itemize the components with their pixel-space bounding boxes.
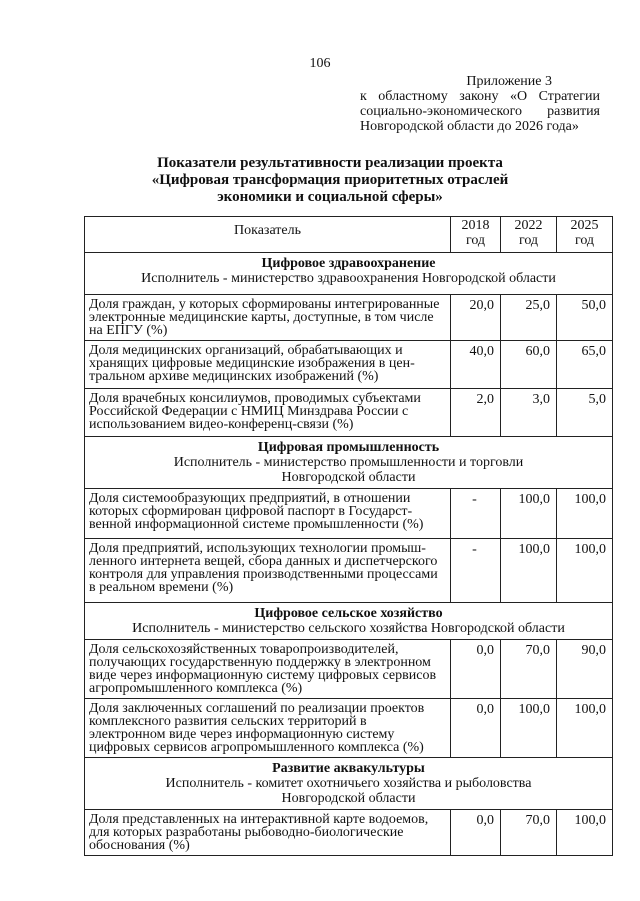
table-row xyxy=(85,640,613,699)
appendix-line-3: Новгородской области до 2026 года» xyxy=(360,119,579,134)
document-title-line-1: Показатели результативности реализации проекта xyxy=(157,155,503,171)
section-row xyxy=(85,253,613,295)
value-2025-cell: 100,0 xyxy=(557,810,613,856)
value-2025-cell: 100,0 xyxy=(557,539,613,603)
indicator-cell: Доля представленных на интерактивной карте водоемов, для которых разработаны рыбоводно-биологические обоснования (%) xyxy=(85,810,451,856)
value-2018-cell: - xyxy=(451,489,501,539)
appendix-line-1: к областному закону «О Стратегии xyxy=(360,89,600,104)
section-executor: Исполнитель - министерство здравоохранения Новгородской области xyxy=(141,271,556,286)
value-2018-cell: 20,0 xyxy=(451,295,501,341)
table-row xyxy=(85,539,613,603)
table-row xyxy=(85,699,613,758)
value-2025-cell: 90,0 xyxy=(557,640,613,699)
table-row xyxy=(85,389,613,437)
table-row xyxy=(85,341,613,389)
section-title: Цифровое сельское хозяйство xyxy=(254,606,443,621)
section-title: Развитие аквакультуры xyxy=(272,761,425,776)
value-2022-cell: 100,0 xyxy=(501,489,557,539)
section-row xyxy=(85,437,613,489)
header-2025: 2025 год xyxy=(557,217,613,253)
indicator-cell: Доля сельскохозяйственных товаропроизводителей, получающих государственную поддержку в электронном виде через информационную систему цифровых сервисов агропромышленного комплекса (%) xyxy=(85,640,451,699)
value-2025-cell: 5,0 xyxy=(557,389,613,437)
section-header xyxy=(85,253,613,295)
value-2018-cell: 0,0 xyxy=(451,640,501,699)
value-2022-cell: 3,0 xyxy=(501,389,557,437)
section-row xyxy=(85,603,613,640)
value-2018-cell: 40,0 xyxy=(451,341,501,389)
value-2025-cell: 100,0 xyxy=(557,489,613,539)
document-title-line-2: «Цифровая трансформация приоритетных отраслей xyxy=(151,172,509,188)
value-2018-cell: - xyxy=(451,539,501,603)
value-2018-cell: 2,0 xyxy=(451,389,501,437)
table-row xyxy=(85,810,613,856)
indicator-cell: Доля предприятий, использующих технологии промышленного интернета вещей, сбора данных и диспетчерского контроля для управления производственными процессами в реальном времени (%) xyxy=(85,539,451,603)
value-2022-cell: 100,0 xyxy=(501,699,557,758)
value-2022-cell: 60,0 xyxy=(501,341,557,389)
header-2022: 2022 год xyxy=(501,217,557,253)
value-2018-cell: 0,0 xyxy=(451,699,501,758)
section-title: Цифровая промышленность xyxy=(257,440,440,455)
indicator-cell: Доля заключенных соглашений по реализации проектов комплексного развития сельских территорий в электронном виде через информационную систему цифровых сервисов агропромышленного комплекса (%) xyxy=(85,699,451,758)
value-2022-cell: 25,0 xyxy=(501,295,557,341)
section-row xyxy=(85,758,613,810)
page-number: 106 xyxy=(309,56,331,71)
value-2018-cell: 0,0 xyxy=(451,810,501,856)
value-2025-cell: 65,0 xyxy=(557,341,613,389)
indicator-cell: Доля медицинских организаций, обрабатывающих и хранящих цифровые медицинские изображения в центральном архиве медицинских изображений (%) xyxy=(85,341,451,389)
value-2022-cell: 100,0 xyxy=(501,539,557,603)
indicator-cell: Доля граждан, у которых сформированы интегрированные электронные медицинские карты, доступные, в том числе на ЕПГУ (%) xyxy=(85,295,451,341)
section-executor: Исполнитель - министерство сельского хозяйства Новгородской области xyxy=(132,621,565,636)
table-body xyxy=(85,253,613,856)
value-2022-cell: 70,0 xyxy=(501,810,557,856)
appendix-block xyxy=(360,74,600,134)
appendix-title: Приложение 3 xyxy=(466,74,552,89)
header-indicator: Показатель xyxy=(85,217,451,253)
value-2022-cell: 70,0 xyxy=(501,640,557,699)
header-2018: 2018 год xyxy=(451,217,501,253)
table-row xyxy=(85,295,613,341)
value-2025-cell: 100,0 xyxy=(557,699,613,758)
indicator-cell: Доля системообразующих предприятий, в отношении которых сформирован цифровой паспорт в Государственной информационной системе промышленности (%) xyxy=(85,489,451,539)
section-executor: Исполнитель - комитет охотничьего хозяйства и рыболовства Новгородской области xyxy=(165,776,532,806)
appendix-line-2: социально-экономического развития xyxy=(360,104,600,119)
indicator-cell: Доля врачебных консилиумов, проводимых субъектами Российской Федерации с НМИЦ Минздрава России с использованием видео-конференц-связи (%) xyxy=(85,389,451,437)
section-title: Цифровое здравоохранение xyxy=(261,256,436,271)
document-title xyxy=(80,155,580,206)
section-executor: Исполнитель - министерство промышленности и торговли Новгородской области xyxy=(173,455,524,485)
table-row xyxy=(85,489,613,539)
section-header xyxy=(85,603,613,640)
value-2025-cell: 50,0 xyxy=(557,295,613,341)
section-header xyxy=(85,437,613,489)
section-header xyxy=(85,758,613,810)
document-title-line-3: экономики и социальной сферы» xyxy=(217,189,443,205)
indicators-table xyxy=(84,216,613,856)
